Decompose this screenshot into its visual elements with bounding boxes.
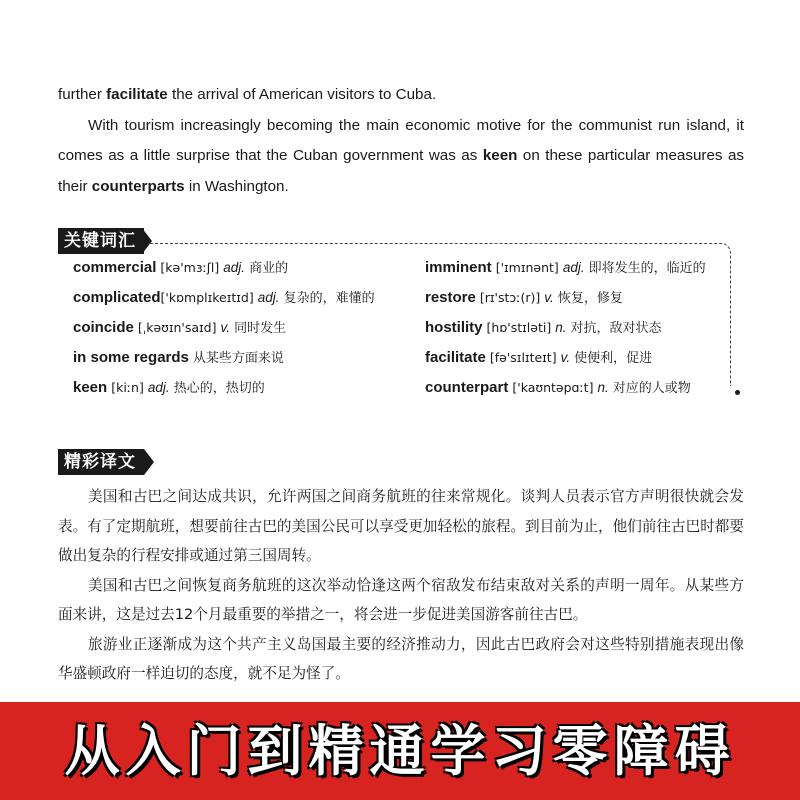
vocab-item: facilitate [fə'sɪlɪteɪt] v. 使便利，促进 xyxy=(425,349,653,366)
vocab-heading: 关键词汇 xyxy=(58,228,144,254)
translation-passage xyxy=(58,482,744,689)
translation-paragraph: 美国和古巴之间恢复商务航班的这次举动恰逢这两个宿敌发布结束敌对关系的声明一周年。从某些方面来讲，这是过去12个月最重要的举措之一，将会进一步促进美国游客前往古巴。 xyxy=(58,576,744,623)
vocab-item: in some regards 从某些方面来说 xyxy=(73,349,284,366)
promo-banner-text: 从入门到精通学习零障碍 xyxy=(64,719,736,783)
english-line-1: further facilitate the arrival of American visitors to Cuba. xyxy=(58,86,437,103)
vocab-item: complicated['kɒmplɪkeɪtɪd] adj. 复杂的，难懂的 xyxy=(73,289,375,306)
translation-paragraph: 旅游业正逐渐成为这个共产主义岛国最主要的经济推动力，因此古巴政府会对这些特别措施表现出像华盛顿政府一样迫切的态度，就不足为怪了。 xyxy=(58,635,744,682)
keyword-facilitate: facilitate xyxy=(106,86,168,103)
translation-heading: 精彩译文 xyxy=(58,449,144,475)
vocab-item: keen [kiːn] adj. 热心的，热切的 xyxy=(73,379,265,396)
promo-banner xyxy=(0,702,800,800)
vocab-border-dot xyxy=(735,390,740,395)
vocab-column-right xyxy=(425,253,706,403)
vocab-column-left xyxy=(73,253,375,403)
vocab-item: commercial [kə'mɜːʃl] adj. 商业的 xyxy=(73,259,289,276)
english-passage xyxy=(58,80,744,202)
vocab-item: coincide [ˌkəʊɪn'saɪd] v. 同时发生 xyxy=(73,319,287,336)
translation-paragraph: 美国和古巴之间达成共识，允许两国之间商务航班的往来常规化。谈判人员表示官方声明很快就会发表。有了定期航班，想要前往古巴的美国公民可以享受更加轻松的旅程。到目前为止，他们前往古巴时都要做出复杂的行程安排或通过第三国周转。 xyxy=(58,488,744,564)
translation-heading-notch xyxy=(144,449,154,475)
vocab-item: hostility [hɒ'stɪləti] n. 对抗，敌对状态 xyxy=(425,319,662,336)
keyword-keen: keen xyxy=(482,147,518,164)
vocab-item: counterpart ['kaʊntəpɑːt] n. 对应的人或物 xyxy=(425,379,691,396)
vocab-item: imminent ['ɪmɪnənt] adj. 即将发生的，临近的 xyxy=(425,259,706,276)
vocab-item: restore [rɪ'stɔː(r)] v. 恢复，修复 xyxy=(425,289,623,306)
english-paragraph-2: With tourism increasingly becoming the main economic motive for the communist run island, it comes as a little surprise that the Cuban government was as keen on these particular measures as their counterparts in Washington. xyxy=(58,116,744,195)
keyword-counterparts: counterparts xyxy=(91,177,185,195)
